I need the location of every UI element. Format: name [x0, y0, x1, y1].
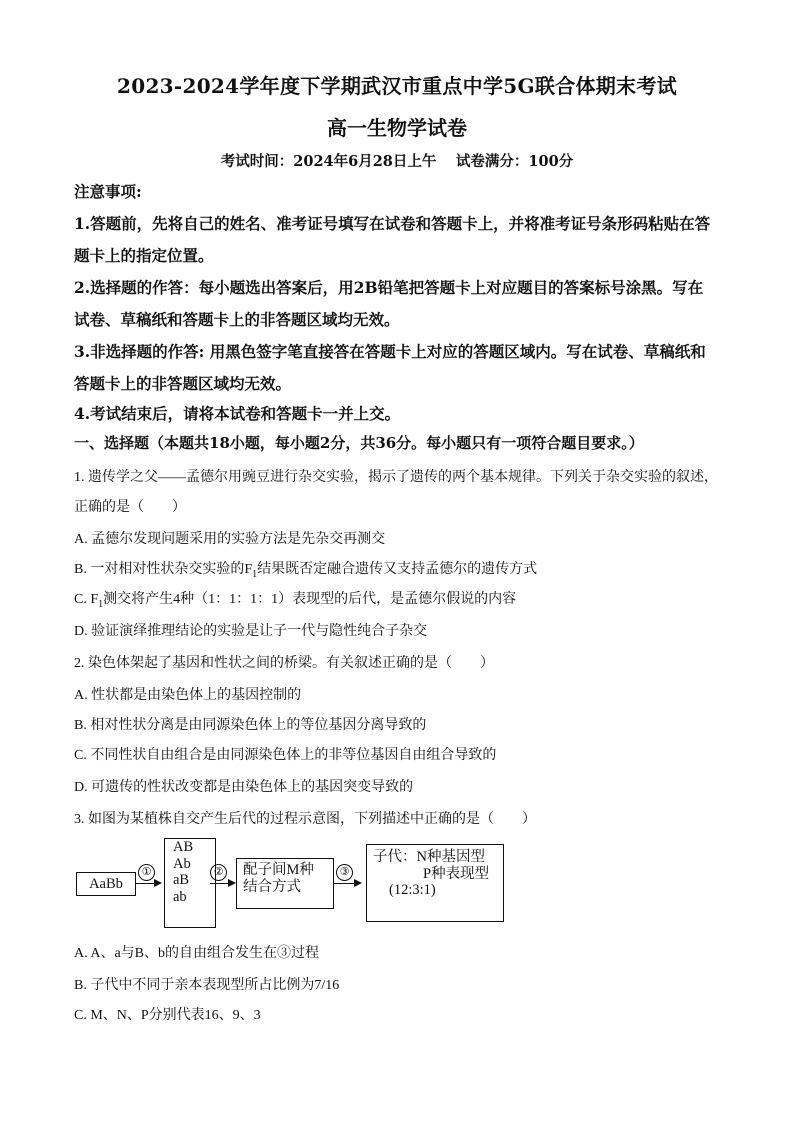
notice-line: 3.非选择题的作答: 用黑色签字笔直接答在答题卡上对应的答题区域内。写在试卷、草稿纸和: [74, 342, 706, 361]
step-3-label: ③: [336, 864, 353, 881]
notice-line: 4.考试结束后，请将本试卷和答题卡一并上交。: [74, 404, 401, 423]
q3-stem: 3. 如图为某植株自交产生后代的过程示意图，下列描述中正确的是（ ）: [74, 812, 536, 827]
offspring-box: 子代：N种基因型 P种表现型 (12:3:1): [366, 844, 504, 922]
q2-option-c: C. 不同性状自由组合是由同源染色体上的非等位基因自由组合导致的: [74, 748, 497, 763]
q2-stem: 2. 染色体架起了基因和性状之间的桥梁。有关叙述正确的是（ ）: [74, 656, 494, 671]
q3-option-a: A. A、a与B、b的自由组合发生在③过程: [74, 946, 319, 961]
step-1-label: ①: [138, 864, 155, 881]
q1-stem: 1. 遗传学之父——孟德尔用豌豆进行杂交实验，揭示了遗传的两个基本规律。下列关于杂交实验的叙述，: [74, 470, 718, 485]
gamete: aB: [173, 872, 190, 889]
notice-line: 2.选择题的作答：每小题选出答案后，用2B铅笔把答题卡上对应题目的答案标号涂黑。写在: [74, 278, 704, 297]
gamete: AB: [173, 839, 194, 855]
arrow-icon: [210, 883, 234, 884]
step-2-label: ②: [210, 864, 227, 881]
q3-process-diagram: [74, 836, 504, 932]
notice-line: 题卡上的指定位置。: [74, 246, 214, 265]
q3-option-c: C. M、N、P分别代表16、9、3: [74, 1008, 261, 1023]
parent-genotype-box: AaBb: [76, 872, 136, 896]
section-heading: 一、选择题（本题共18小题，每小题2分，共36分。每小题只有一项符合题目要求。）: [74, 434, 644, 452]
q1-stem: 正确的是（ ）: [74, 500, 186, 515]
subject-title: 高一生物学试卷: [327, 116, 467, 140]
q2-option-a: A. 性状都是由染色体上的基因控制的: [74, 688, 302, 703]
exam-info: 考试时间：2024年6月28日上午 试卷满分：100分: [220, 153, 574, 170]
q3-option-b: B. 子代中不同于亲本表现型所占比例为7/16: [74, 978, 340, 993]
arrow-icon: [334, 883, 360, 884]
gametes-box: [164, 838, 216, 928]
q2-option-d: D. 可遗传的性状改变都是由染色体上的基因突变导致的: [74, 780, 414, 795]
notice-line: 1.答题前，先将自己的姓名、准考证号填写在试卷和答题卡上，并将准考证号条形码粘贴在答: [74, 214, 711, 233]
q2-option-b: B. 相对性状分离是由同源染色体上的等位基因分离导致的: [74, 718, 427, 733]
notice-line: 答题卡上的非答题区域均无效。: [74, 374, 292, 393]
q1-option-a: A. 孟德尔发现问题采用的实验方法是先杂交再测交: [74, 532, 386, 547]
exam-title: 2023-2024学年度下学期武汉市重点中学5G联合体期末考试: [117, 74, 677, 98]
notice-heading: 注意事项:: [74, 182, 142, 201]
q1-option-c: C. $F_1$测交将产生4种（1：1：1：1）表现型的后代，是孟德尔假说的内容: [74, 592, 517, 610]
q1-option-d: D. 验证演绎推理结论的实验是让子一代与隐性纯合子杂交: [74, 624, 428, 639]
combination-box: 配子间M种 结合方式: [236, 858, 334, 909]
q1-option-b: B. 一对相对性状杂交实验的$F_1$结果既否定融合遗传又支持孟德尔的遗传方式: [74, 562, 538, 580]
notice-line: 试卷、草稿纸和答题卡上的非答题区域均无效。: [74, 310, 400, 329]
gamete: Ab: [173, 855, 191, 872]
gamete: ab: [173, 889, 187, 906]
arrow-icon: [136, 883, 160, 884]
